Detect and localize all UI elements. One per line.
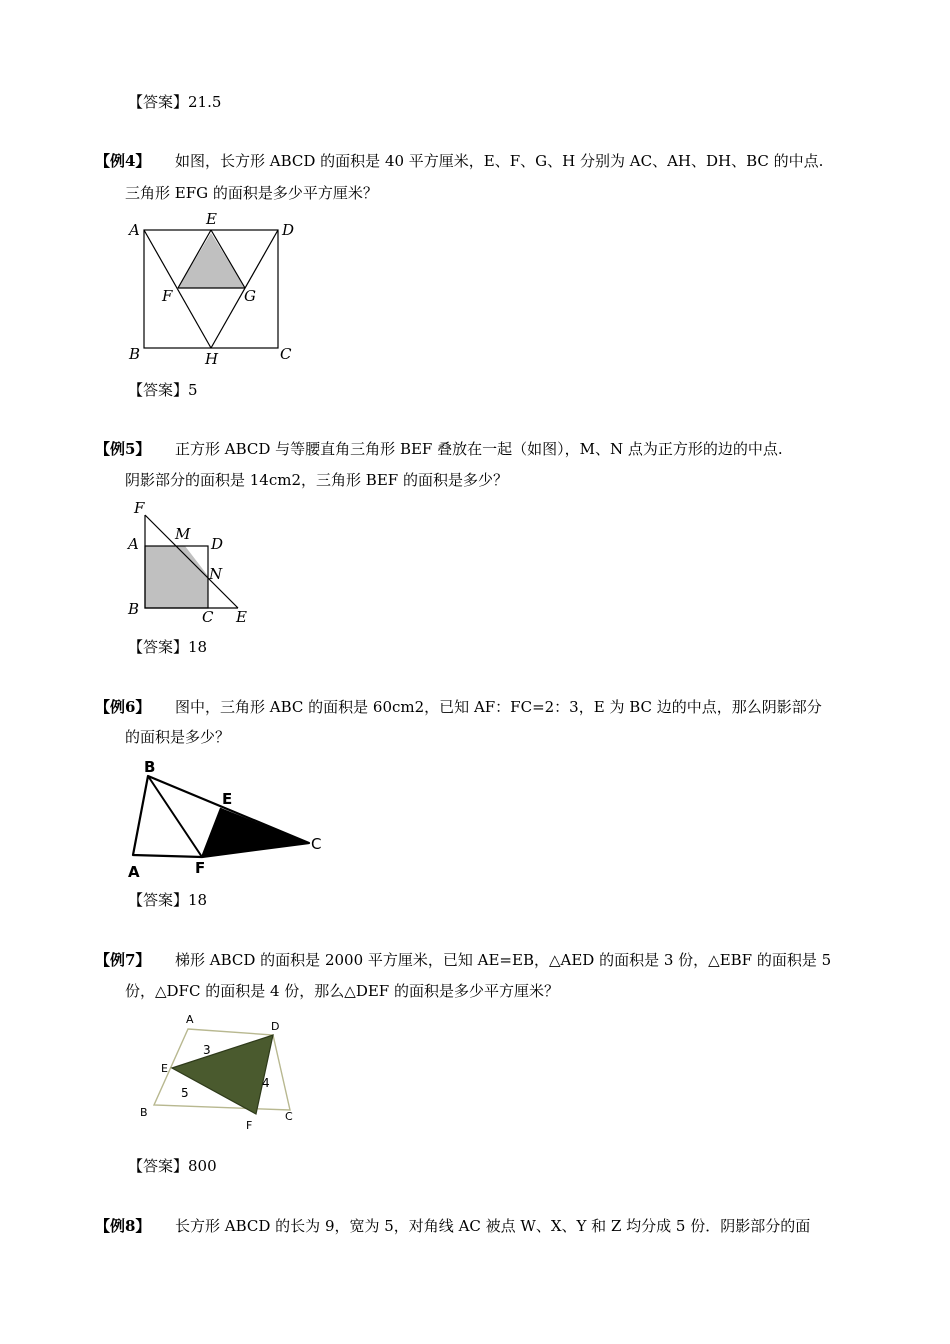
example-4-label: 【例4】 [95, 152, 151, 170]
example-5-line1: 正方形 ABCD 与等腰直角三角形 BEF 叠放在一起（如图），M、N 点为正方形的边的中点. [175, 440, 783, 458]
fig4-label-b: B [129, 345, 141, 363]
fig5-label-n: N [209, 565, 223, 583]
fig6-label-c: C [311, 835, 322, 853]
fig4-label-h: H [205, 350, 219, 368]
fig5-label-c: C [202, 608, 214, 626]
example-8-line1: 长方形 ABCD 的长为 9，宽为 5，对角线 AC 被点 W、X、Y 和 Z 均分成 5 份．阴影部分的面 [175, 1217, 811, 1235]
figure-ex6 [120, 756, 330, 886]
fig7-label-c: C [285, 1110, 293, 1123]
fig4-label-g: G [244, 287, 256, 305]
example-6-line1: 图中，三角形 ABC 的面积是 60cm2，已知 AF：FC=2：3，E 为 BC 边的中点，那么阴影部分 [175, 698, 822, 716]
fig4-label-d: D [282, 221, 295, 239]
fig5-label-a: A [128, 535, 139, 553]
fig4-label-a: A [129, 221, 140, 239]
example-7-line1: 梯形 ABCD 的面积是 2000 平方厘米，已知 AE=EB，△AED 的面积是 3 份，△EBF 的面积是 5 [175, 951, 832, 969]
figure-ex5 [120, 497, 260, 627]
fig4-label-e: E [206, 210, 217, 228]
answer-ex4: 【答案】5 [128, 381, 198, 399]
example-7-label: 【例7】 [95, 951, 151, 969]
fig4-label-f: F [162, 287, 173, 305]
shaded-triangle-def [172, 1035, 273, 1114]
example-5-label: 【例5】 [95, 440, 151, 458]
shaded-region [145, 546, 208, 608]
fig7-label-3: 3 [203, 1043, 211, 1057]
fig5-label-e: E [236, 608, 247, 626]
answer-ex5: 【答案】18 [128, 638, 208, 656]
fig7-label-4: 4 [262, 1076, 270, 1090]
fig7-label-e: E [161, 1062, 168, 1075]
fig7-label-5: 5 [181, 1086, 189, 1100]
example-6-line2: 的面积是多少？ [125, 728, 231, 746]
example-4-line1: 如图，长方形 ABCD 的面积是 40 平方厘米，E、F、G、H 分别为 AC、AH、DH、BC 的中点. [175, 152, 824, 170]
example-6-label: 【例6】 [95, 698, 151, 716]
figure-ex4 [120, 210, 310, 370]
answer-ex6: 【答案】18 [128, 891, 208, 909]
answer-ex3: 【答案】21.5 [128, 93, 222, 111]
fig7-label-a: A [186, 1013, 194, 1026]
example-7-line2: 份，△DFC 的面积是 4 份，那么△DEF 的面积是多少平方厘米？ [125, 982, 559, 1000]
example-4-line2: 三角形 EFG 的面积是多少平方厘米？ [125, 184, 378, 202]
fig6-label-f: F [195, 859, 206, 877]
fig7-label-d: D [271, 1020, 280, 1033]
figure-ex7 [125, 1010, 325, 1145]
fig6-label-b: B [144, 758, 156, 776]
fig4-label-c: C [280, 345, 292, 363]
fig6-label-e: E [222, 790, 233, 808]
fig5-label-b: B [128, 600, 140, 618]
fig5-label-f: F [134, 499, 145, 517]
fig7-label-f: F [246, 1119, 253, 1132]
fig7-label-b: B [140, 1106, 148, 1119]
example-5-line2: 阴影部分的面积是 14cm2，三角形 BEF 的面积是多少？ [125, 471, 508, 489]
fig6-label-a: A [128, 863, 140, 881]
fig5-label-d: D [211, 535, 224, 553]
answer-ex7: 【答案】800 [128, 1157, 217, 1175]
fig5-label-m: M [175, 525, 191, 543]
shaded-triangle-efg [178, 233, 245, 288]
example-8-label: 【例8】 [95, 1217, 151, 1235]
